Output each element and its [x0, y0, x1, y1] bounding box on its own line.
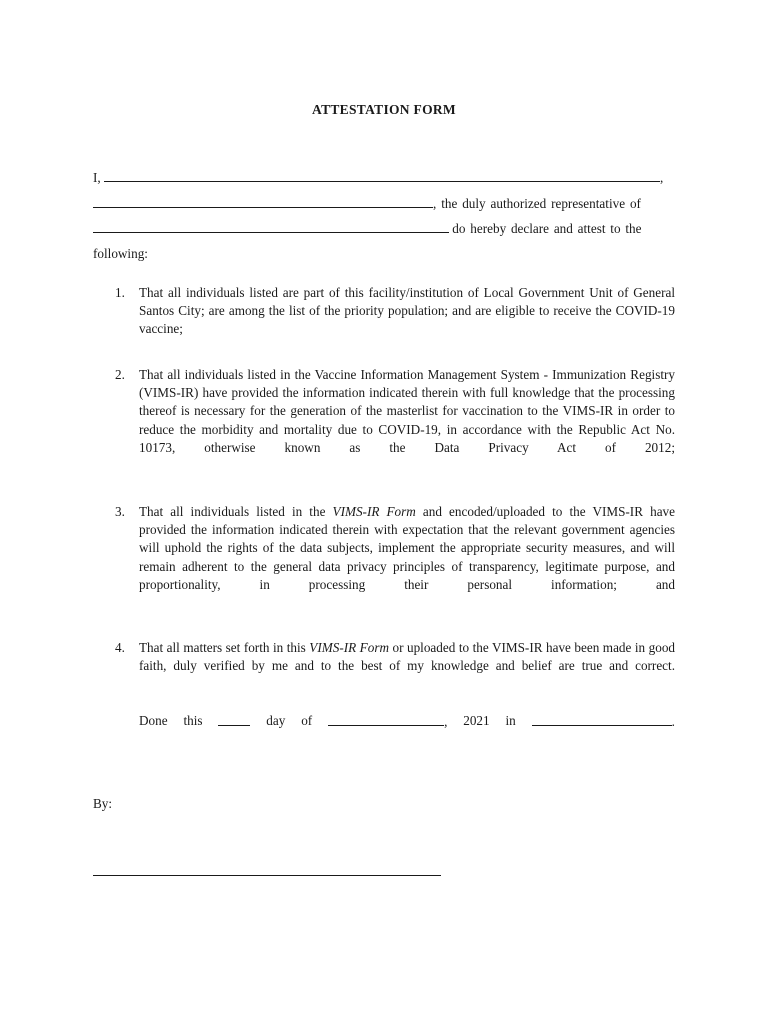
intro-line3-suffix: do hereby declare and attest to the	[452, 221, 642, 236]
intro-line-3	[93, 219, 675, 238]
month-blank[interactable]	[328, 712, 444, 726]
done-word: Done	[139, 713, 168, 728]
in-word: in	[505, 713, 516, 728]
declaration-item-4	[93, 639, 675, 675]
position-blank[interactable]	[93, 194, 433, 208]
item-number: 2.	[115, 367, 125, 382]
year-text: 2021	[463, 713, 490, 728]
declaration-item-1	[93, 284, 675, 339]
item-text	[139, 639, 675, 675]
day-blank[interactable]	[218, 712, 250, 726]
name-blank[interactable]	[104, 168, 660, 182]
item-text: That all individuals listed are part of this facility/institution of Local Government Unit of General Santos City; are among the list of the priority population; and are eligible to receive the COVID-19 vaccine;	[139, 285, 675, 337]
item-text-italic: VIMS-IR Form	[332, 504, 416, 519]
intro-line-1	[93, 168, 675, 187]
item-text-pre: That all matters set forth in this	[139, 640, 310, 655]
intro-line2-suffix: , the duly authorized representative of	[433, 196, 641, 211]
item-text-italic: VIMS-IR Form	[309, 640, 389, 655]
item-number: 1.	[115, 285, 125, 300]
document-title: ATTESTATION FORM	[312, 102, 456, 117]
done-line	[139, 712, 675, 731]
item-text-post: and encoded/uploaded to the VIMS-IR have provided the information indicated therein with expectation that the relevant government agencies will uphold the rights of the data subjects, implement the appropriate security measures, and will remain adherent to the general data privacy principles of transparency, legitimate purpose, and proportionality, in processing their personal information; and	[139, 504, 675, 592]
item-text: That all individuals listed in the Vaccine Information Management System - Immunization Registry (VIMS-IR) have provided the information indicated therein with full knowledge that the processing thereof is necessary for the generation of the masterlist for vaccination to the VIMS-IR in order to reduce the morbidity and mortality due to COVID-19, in accordance with the Republic Act No. 10173, otherwise known as the Data Privacy Act of 2012;	[139, 367, 675, 455]
place-blank[interactable]	[532, 712, 672, 726]
item-number: 4.	[115, 640, 125, 655]
comma: ,	[444, 714, 448, 729]
period: .	[671, 714, 675, 729]
signature-line[interactable]	[93, 875, 441, 876]
day-word: day	[266, 713, 286, 728]
by-label: By:	[93, 796, 113, 811]
intro-prefix: I,	[93, 170, 101, 185]
item-text-pre: That all individuals listed in the	[139, 504, 333, 519]
this-word: this	[183, 713, 203, 728]
intro-line-4: following:	[93, 246, 148, 261]
declaration-item-2	[93, 366, 675, 457]
facility-blank[interactable]	[93, 219, 449, 233]
intro-line-2	[93, 194, 675, 213]
of-word: of	[301, 713, 313, 728]
item-text	[139, 503, 675, 594]
item-number: 3.	[115, 504, 125, 519]
intro-line1-suffix: ,	[660, 170, 664, 185]
declaration-item-3	[93, 503, 675, 594]
item-text-post: or uploaded to the VIMS-IR have been made in good faith, duly verified by me and to the best of my knowledge and belief are true and correct.	[139, 640, 676, 674]
